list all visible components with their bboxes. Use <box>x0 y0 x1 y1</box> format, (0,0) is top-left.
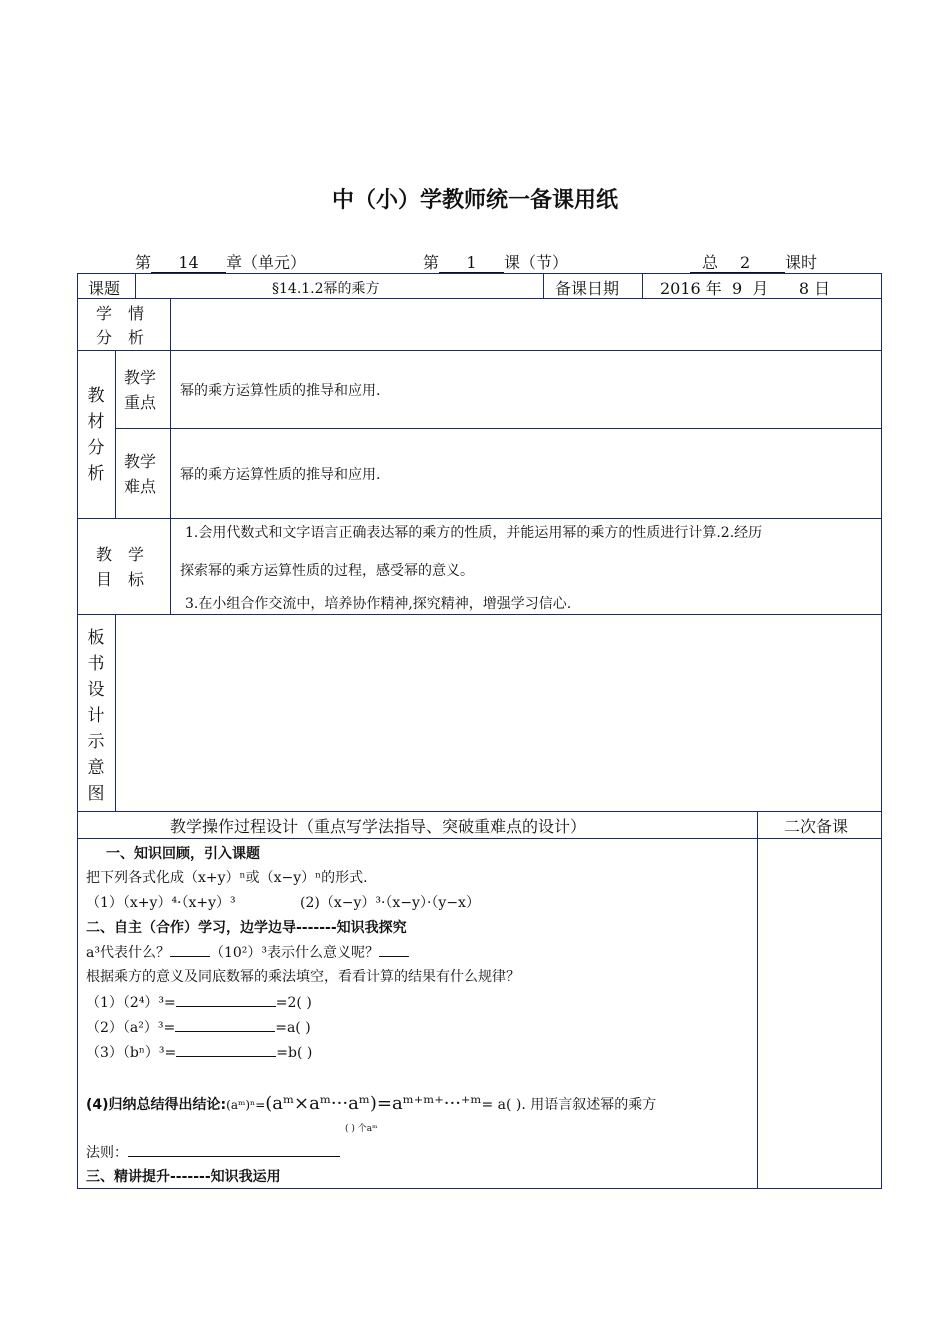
fill3-pre: （3）（bⁿ）³= <box>86 1045 177 1061</box>
total-hours <box>690 253 785 273</box>
fill1-blank[interactable] <box>176 992 276 1007</box>
col-divider <box>115 614 116 811</box>
s2-q-a: a³代表什么？ <box>86 945 170 961</box>
difficult-label-line: 难点 <box>124 477 157 496</box>
page-title: 中（小）学教师统一备课用纸 <box>331 188 618 213</box>
fill-3 <box>86 1042 312 1062</box>
fill2-post: =a( ) <box>275 1020 311 1036</box>
process-header: 教学操作过程设计（重点写学法指导、突破重难点的设计） <box>170 817 587 836</box>
total-suffix: 课时 <box>785 253 818 272</box>
col-divider <box>757 811 758 1189</box>
s1-q1: （1）（x+y）⁴·（x+y）³ <box>86 895 236 911</box>
fill1-pre: （1）（2⁴）³= <box>86 995 176 1011</box>
law-line <box>86 1142 340 1162</box>
lesson-info <box>423 250 568 273</box>
row-divider <box>115 428 882 429</box>
section3-heading: 三、精讲提升-------知识我运用 <box>86 1169 281 1185</box>
material-label-char: 材 <box>87 412 105 432</box>
summary-rhs: = a( ). 用语言叙述幂的乘方 <box>481 1097 657 1113</box>
topic-label: 课题 <box>88 279 121 298</box>
board-label-char: 设 <box>87 680 105 700</box>
row-divider <box>77 838 882 839</box>
key-point-text: 幂的乘方运算性质的推导和应用. <box>180 383 381 399</box>
row-divider <box>77 350 882 351</box>
col-divider <box>642 273 643 298</box>
board-label-char: 示 <box>87 732 105 752</box>
fill1-post: =2( ) <box>275 995 312 1011</box>
key-label-line: 重点 <box>124 393 157 412</box>
col-divider <box>115 350 116 518</box>
lesson-number: 1 <box>439 253 504 273</box>
board-design-label <box>85 625 107 807</box>
chapter-info <box>135 250 306 273</box>
student-analysis-label <box>96 302 144 350</box>
lesson-suffix: 课（节） <box>504 253 569 272</box>
goals-label-line: 目 标 <box>96 570 145 589</box>
col-divider <box>543 273 544 298</box>
chapter-prefix: 第 <box>135 253 152 272</box>
law-label: 法则： <box>86 1145 128 1161</box>
law-blank[interactable] <box>128 1142 340 1157</box>
fill-2 <box>86 1017 311 1037</box>
summary-underbrace-label: ( ) 个aᵐ <box>345 1124 378 1134</box>
student-analysis-label-line1: 学 情 <box>96 304 145 323</box>
s2-instruction: 根据乘方的意义及同底数幂的乘法填空，看看计算的结果有什么规律？ <box>86 969 520 985</box>
total-number: 2 <box>740 253 751 272</box>
goal-line-1: 1.会用代数式和文字语言正确表达幂的乘方的性质，并能运用幂的乘方的性质进行计算.2.经历 <box>185 525 763 541</box>
answer-blank[interactable] <box>379 942 409 957</box>
row-divider <box>77 811 882 812</box>
row-divider <box>77 518 882 519</box>
material-label-char: 教 <box>87 386 105 406</box>
fill3-blank[interactable] <box>176 1042 276 1057</box>
key-point-label <box>124 365 156 415</box>
goals-label-line: 教 学 <box>96 545 145 564</box>
difficult-label-line: 教学 <box>124 452 157 471</box>
col-divider <box>135 273 136 298</box>
goal-line-3: 3.在小组合作交流中，培养协作精神,探究精神，增强学习信心. <box>185 596 572 612</box>
board-label-char: 书 <box>87 654 105 674</box>
answer-blank[interactable] <box>170 942 210 957</box>
difficult-point-label <box>124 449 156 499</box>
board-label-char: 板 <box>87 628 105 648</box>
s2-question <box>86 942 409 962</box>
fill2-pre: （2）（a²）³= <box>86 1020 176 1036</box>
goal-line-2: 探索幂的乘方运算性质的过程，感受幂的意义。 <box>180 563 474 579</box>
goals-label <box>96 542 144 592</box>
total-prefix: 总 <box>702 253 719 272</box>
key-label-line: 教学 <box>124 368 157 387</box>
board-label-char: 计 <box>87 706 105 726</box>
chapter-suffix: 章（单元） <box>226 253 307 272</box>
material-analysis-label <box>85 383 107 487</box>
date-value: 2016 年 9 月 8 日 <box>660 279 831 298</box>
section2-heading: 二、自主（合作）学习，边学边导-------知识我探究 <box>86 920 407 936</box>
row-divider <box>77 614 882 615</box>
summary-pre: (4)归纳总结得出结论: <box>86 1097 227 1113</box>
second-prep-label: 二次备课 <box>784 817 849 836</box>
fill-1 <box>86 992 312 1012</box>
date-label: 备课日期 <box>555 279 620 298</box>
fill2-blank[interactable] <box>175 1017 275 1032</box>
student-analysis-label-line2: 分 析 <box>96 328 145 347</box>
material-label-char: 分 <box>87 438 105 458</box>
section1-heading: 一、知识回顾，引入课题 <box>106 846 260 862</box>
chapter-number: 14 <box>151 253 226 273</box>
difficult-point-text: 幂的乘方运算性质的推导和应用. <box>180 467 381 483</box>
col-divider <box>170 298 171 614</box>
board-label-char: 意 <box>87 758 105 778</box>
s1-q2: (2)（x−y）³·（x−y）·（y−x） <box>300 895 480 911</box>
lesson-prefix: 第 <box>423 253 440 272</box>
board-label-char: 图 <box>87 784 105 804</box>
summary-line <box>86 1093 656 1114</box>
s1-instruction: 把下列各式化成（x+y）ⁿ或（x−y）ⁿ的形式. <box>86 870 368 886</box>
summary-lhs: (aᵐ)ⁿ= <box>226 1098 266 1112</box>
fill3-post: =b( ) <box>276 1045 313 1061</box>
material-label-char: 析 <box>87 464 105 484</box>
summary-formula: (aᵐ×aᵐ···aᵐ)=aᵐ⁺ᵐ⁺···⁺ᵐ <box>265 1093 482 1114</box>
s2-q-b: （10²）³表示什么意义呢？ <box>209 945 380 961</box>
total-info <box>690 250 817 273</box>
topic-value: §14.1.2幂的乘方 <box>272 281 380 297</box>
